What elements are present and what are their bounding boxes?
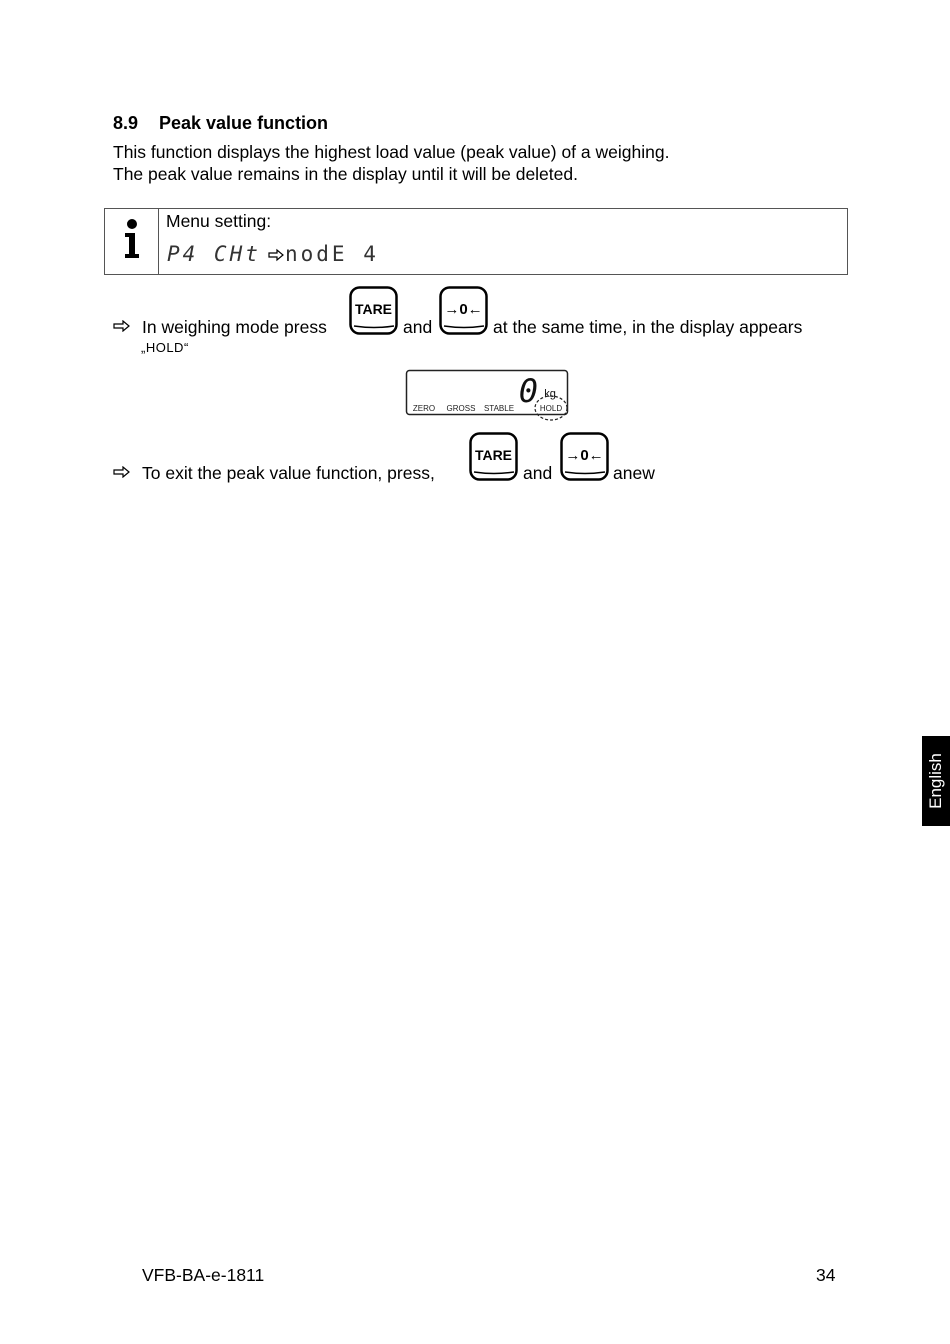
tare-key-label: TARE: [354, 301, 393, 317]
outline-arrow-icon: [269, 250, 283, 260]
menu-code-part2: nodE 4: [285, 242, 379, 266]
intro-line-1: This function displays the highest load value (peak value) of a weighing.: [113, 142, 670, 162]
outline-arrow-icon: [113, 320, 130, 332]
info-icon-cell: [105, 209, 159, 274]
language-tab: [922, 736, 950, 826]
section-heading: [113, 113, 328, 134]
step-2-text-before: To exit the peak value function, press,: [142, 463, 435, 483]
lcd-unit: kg: [544, 388, 556, 400]
menu-setting-label: Menu setting:: [166, 211, 272, 231]
language-tab-label: English: [926, 753, 945, 809]
step-1-text-before: In weighing mode press: [142, 317, 327, 337]
intro-line-2: The peak value remains in the display until it will be deleted.: [113, 164, 578, 184]
step-2-join: and: [523, 463, 553, 483]
hold-indicator-text: „HOLD“: [141, 340, 189, 355]
tare-key-icon: [469, 432, 519, 482]
info-icon: [122, 218, 142, 260]
tare-key-icon: [349, 286, 399, 336]
tare-key-label: TARE: [474, 447, 513, 463]
section-title: Peak value function: [159, 113, 329, 133]
zero-key-icon: [439, 286, 489, 336]
footer-doc-id: VFB-BA-e-1811: [142, 1265, 265, 1285]
menu-code-part1: P4 CHt: [167, 242, 261, 266]
menu-code-display: [165, 241, 485, 267]
outline-arrow-icon: [113, 466, 130, 478]
lcd-indicator-stable: STABLE: [483, 404, 515, 413]
section-number: 8.9: [113, 113, 139, 133]
zero-key-icon: [560, 432, 610, 482]
zero-key-label: →0←: [444, 301, 483, 318]
lcd-indicator-hold: HOLD: [539, 404, 563, 413]
lcd-value: 0: [518, 372, 538, 410]
menu-setting-box: [104, 208, 848, 275]
lcd-indicator-gross: GROSS: [446, 404, 476, 413]
zero-key-label: →0←: [565, 447, 604, 464]
footer-page-number: 34: [816, 1265, 836, 1285]
lcd-display: [405, 369, 571, 423]
intro-paragraph: [113, 141, 669, 185]
step-2-text-after: anew: [613, 463, 655, 483]
step-1-join: and: [403, 317, 433, 337]
lcd-indicator-zero: ZERO: [412, 404, 436, 413]
step-1-text-after: at the same time, in the display appears: [493, 317, 803, 337]
